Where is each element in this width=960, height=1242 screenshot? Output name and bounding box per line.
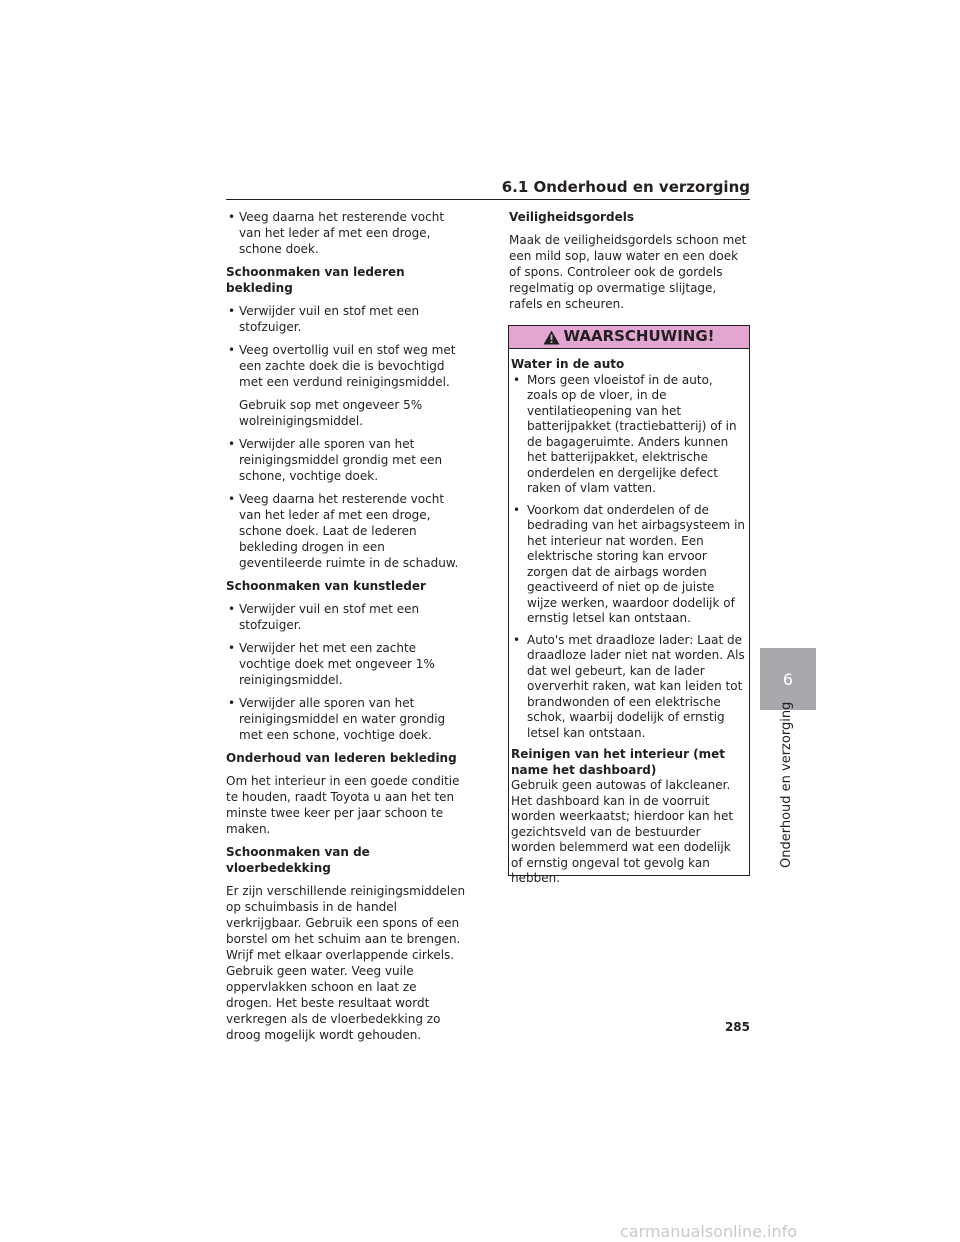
warning-list-item: • Voorkom dat onderdelen of de bedrading van het airbagsysteem in het interieur nat worden. Een elektrische storing kan ervoor zorgen dat de airbags worden geactiveerd of niet op de juiste wijze werken, waardoor dodelijk of ernstig letsel kan ontstaan. [511, 503, 746, 627]
page-number: 285 [724, 1020, 750, 1034]
list-item-note: Gebruik sop met ongeveer 5% wolreinigingsmiddel. [239, 398, 423, 428]
warning-list-item: • Auto's met draadloze lader: Laat de draadloze lader niet nat worden. Als dat wel gebeurt, kan de lader oververhit raken, wat kan leiden tot brandwonden of een elektrische schok, waarbij dodelijk of ernstig letsel kan ontstaan. [511, 633, 746, 742]
list-item: • Veeg daarna het resterende vocht van het leder af met een droge, schone doek. Laat de lederen bekleding drogen in een geventileerde ruimte in de schaduw. [226, 491, 466, 571]
chapter-tab [760, 648, 816, 710]
list-item: • Verwijder vuil en stof met een stofzuiger. [226, 601, 466, 633]
warning-title: WAARSCHUWING! [563, 327, 715, 346]
chapter-number: 6 [782, 669, 794, 689]
paragraph: Maak de veiligheidsgordels schoon met een mild sop, lauw water en een doek of spons. Controleer ook de gordels regelmatig op overmatige slijtage, rafels en scheuren. [509, 233, 747, 311]
warning-heading: Water in de auto [511, 357, 625, 371]
heading-seatbelts: Veiligheidsgordels [509, 210, 634, 224]
warning-list-item: • Mors geen vloeistof in de auto, zoals op de vloer, in de ventilatieopening van het batterijpakket (tractiebatterij) of in de bagageruimte. Anders kunnen het batterijpakket, elektrische onderdelen en dergelijke defect raken of vlam vatten. [511, 373, 746, 497]
list-item: • Verwijder alle sporen van het reinigingsmiddel en water grondig met een schone, vochtige doek. [226, 695, 466, 743]
heading-floor-covering: Schoonmaken van de vloerbedekking [226, 845, 370, 875]
heading-artificial-leather: Schoonmaken van kunstleder [226, 579, 426, 593]
list-item: • Verwijder alle sporen van het reinigingsmiddel grondig met een schone, vochtige doek. [226, 436, 466, 484]
list-item: • Veeg overtollig vuil en stof weg met een zachte doek die is bevochtigd met een verdund reinigingsmiddel. [226, 342, 466, 390]
list-item: • Verwijder het met een zachte vochtige doek met ongeveer 1% reinigingsmiddel. [226, 640, 466, 688]
left-column [226, 209, 466, 1050]
heading-leather-cleaning: Schoonmaken van lederen bekleding [226, 265, 405, 295]
warning-body [509, 349, 749, 887]
section-title: 6.1 Onderhoud en verzorging [501, 178, 750, 196]
watermark: carmanualsonline.info [620, 1222, 798, 1241]
warning-heading: Reinigen van het interieur (met name het dashboard) [511, 747, 726, 777]
right-column [509, 209, 751, 319]
warning-paragraph: Gebruik geen autowas of lakcleaner. Het dashboard kan in de voorruit worden weerkaatst; hierdoor kan het gezichtsveld van de bestuurder worden belemmerd wat een dodelijk of ernstig ongeval tot gevolg kan hebben. [511, 778, 734, 885]
chapter-label-container [779, 701, 799, 868]
header-divider [226, 199, 750, 200]
list-item: • Verwijder vuil en stof met een stofzuiger. [226, 303, 466, 335]
warning-header [509, 326, 749, 349]
paragraph: Er zijn verschillende reinigingsmiddelen op schuimbasis in de handel verkrijgbaar. Gebruik een spons of een borstel om het schuim aan te brengen. Wrijf met elkaar overlappende cirkels. Gebruik geen water. Veeg vuile oppervlakken schoon en laat ze drogen. Het beste resultaat wordt verkregen als de vloerbedekking zo droog mogelijk wordt gehouden. [226, 884, 466, 1042]
heading-leather-maintenance: Onderhoud van lederen bekleding [226, 751, 457, 765]
list-item: • Veeg daarna het resterende vocht van het leder af met een droge, schone doek. [226, 209, 466, 257]
chapter-label: Onderhoud en verzorging [779, 701, 794, 868]
paragraph: Om het interieur in een goede conditie te houden, raadt Toyota u aan het ten minste twee keer per jaar schoon te maken. [226, 774, 460, 836]
warning-box [508, 325, 750, 885]
warning-triangle-icon [543, 330, 560, 345]
